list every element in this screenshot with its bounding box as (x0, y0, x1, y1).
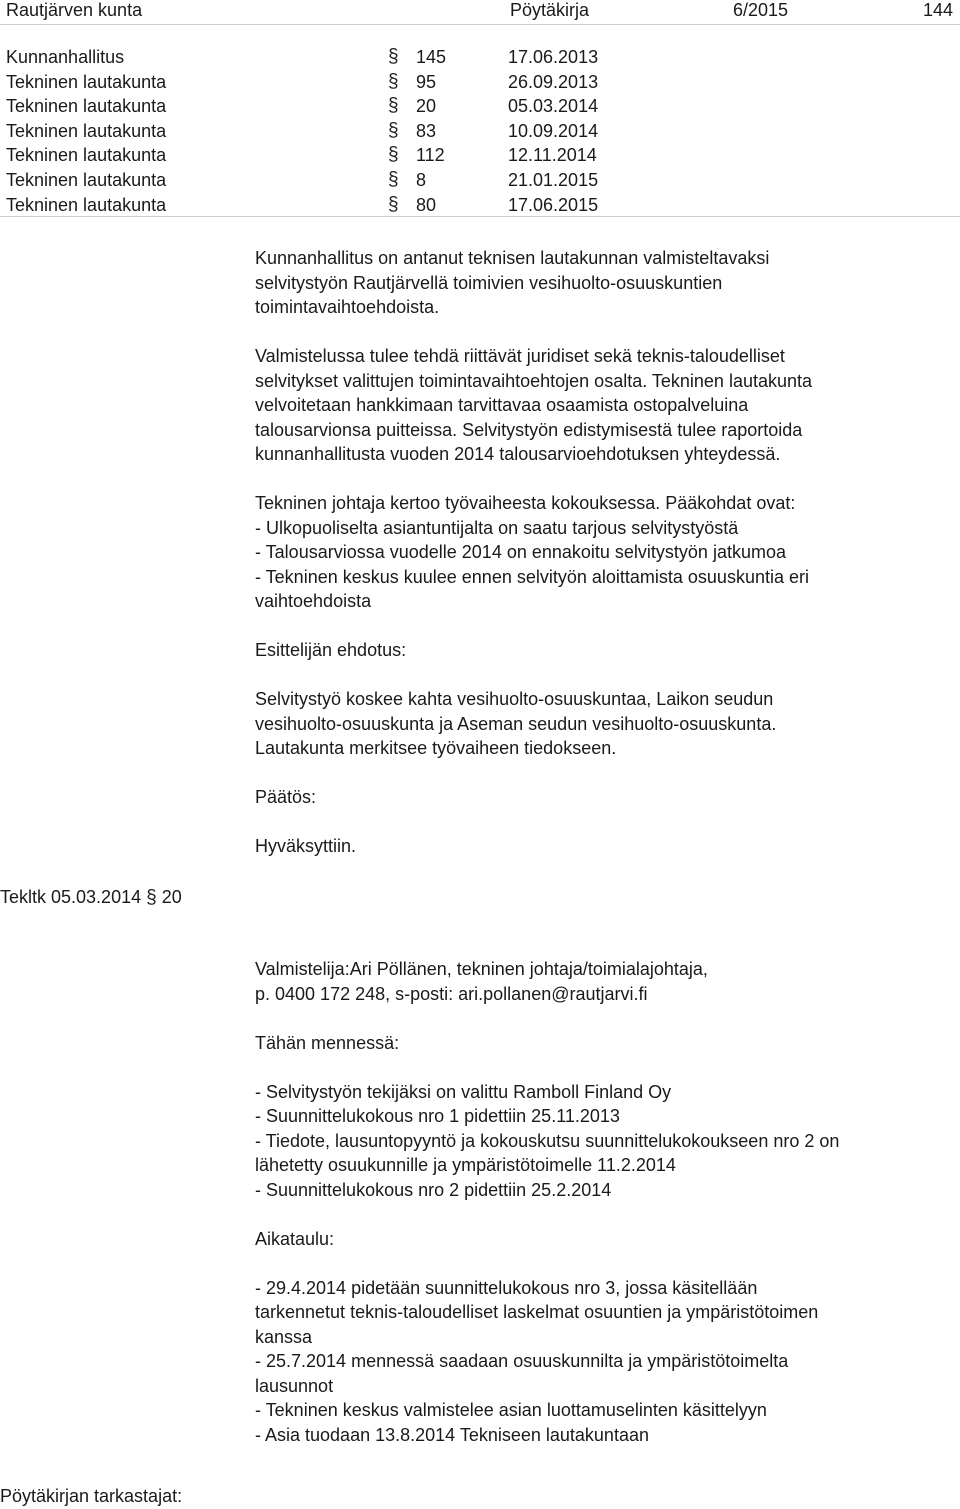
history-body: Tekninen lautakunta (6, 96, 167, 117)
text-line: - 25.7.2014 mennessä saadaan osuuskunnilta ja ympäristötoimelta (255, 1351, 789, 1371)
history-section: 83 (416, 120, 437, 141)
text-line: Selvitystyö koskee kahta vesihuolto-osuuskuntaa, Laikon seudun (255, 689, 774, 709)
history-date: 10.09.2014 (508, 120, 599, 141)
text-line: toimintavaihtoehdoista. (255, 297, 440, 317)
document-type: Pöytäkirja (510, 0, 590, 20)
schedule-list (255, 1276, 945, 1448)
reference-section: 20 (161, 887, 182, 907)
preparation-paragraph (255, 344, 945, 467)
intro-paragraph (255, 246, 945, 320)
paragraph-section-icon: § (388, 119, 399, 141)
paragraph-section-icon: § (388, 169, 399, 190)
text-line: selvitystyön Rautjärvellä toimivien vesihuolto-osuuskuntien (255, 272, 723, 293)
history-body: Tekninen lautakunta (6, 170, 167, 190)
paragraph-section-icon: § (388, 144, 399, 166)
text-line: Lautakunta merkitsee työvaiheen tiedokseen. (255, 738, 617, 758)
text-line: tarkennetut teknis-taloudelliset laskelmat osuuntien ja ympäristötoimen (255, 1302, 819, 1322)
main-body-section-1 (255, 246, 945, 859)
history-row (0, 144, 960, 169)
history-section: 95 (416, 71, 437, 92)
history-row (0, 71, 960, 96)
history-row (0, 120, 960, 145)
text-line: lähetetty osuukunnille ja ympäristötoimelle 11.2.2014 (255, 1155, 676, 1175)
history-date: 26.09.2013 (508, 71, 599, 92)
text-line: lausunnot (255, 1375, 334, 1396)
history-body: Tekninen lautakunta (6, 71, 167, 92)
history-section: 145 (416, 47, 447, 67)
paragraph-section-icon: § (388, 193, 399, 215)
text-line: velvoitetaan hankkimaan tarvittavaa osaamista ostopalveluina (255, 395, 749, 415)
text-line: - Tekninen keskus kuulee ennen selvityön aloittamista osuuskuntia eri (255, 566, 809, 587)
so-far-label: Tähän mennessä: (255, 1032, 400, 1053)
history-section: 112 (416, 145, 445, 166)
text-line: - Tiedote, lausuntopyyntö ja kokouskutsu suunnittelukokoukseen nro 2 on (255, 1130, 840, 1151)
text-line: - 29.4.2014 pidetään suunnittelukokous nro 3, jossa käsitellään (255, 1277, 758, 1298)
reference-text: Tekltk 05.03.2014 (0, 887, 142, 907)
text-line: vesihuolto-osuuskunta ja Aseman seudun vesihuolto-osuuskunta. (255, 713, 777, 734)
history-date: 17.06.2015 (508, 194, 599, 215)
text-line: Kunnanhallitus on antanut teknisen lautakunnan valmisteltavaksi (255, 248, 770, 268)
history-section: 8 (416, 170, 427, 190)
previous-handling-reference (0, 885, 182, 911)
text-line: - Ulkopuoliselta asiantuntijalta on saatu tarjous selvitystyöstä (255, 517, 739, 538)
text-line: Valmistelussa tulee tehdä riittävät juridiset sekä teknis-taloudelliset (255, 346, 785, 366)
paragraph-section-icon: § (146, 887, 157, 908)
history-date: 12.11.2014 (508, 145, 597, 166)
so-far-list (255, 1080, 945, 1203)
municipality-name: Rautjärven kunta (6, 0, 143, 20)
history-body: Tekninen lautakunta (6, 145, 167, 166)
text-line: talousarvionsa puitteissa. Selvitystyön edistymisestä tulee raportoida (255, 419, 803, 440)
history-body: Tekninen lautakunta (6, 194, 167, 215)
page-header (0, 0, 960, 25)
history-section: 80 (416, 194, 437, 215)
page-number: 144 (923, 0, 954, 20)
paragraph-section-icon: § (388, 70, 399, 92)
history-date: 05.03.2014 (508, 96, 599, 117)
text-line: selvitykset valittujen toimintavaihtoehtojen osalta. Tekninen lautakunta (255, 370, 813, 391)
preparer-paragraph (255, 957, 945, 1006)
history-row (0, 95, 960, 120)
history-body: Kunnanhallitus (6, 47, 125, 67)
text-line: - Tekninen keskus valmistelee asian luottamuselinten käsittelyyn (255, 1400, 767, 1420)
history-row (0, 169, 960, 194)
paragraph-section-icon: § (388, 95, 399, 117)
history-row (0, 46, 960, 71)
text-line: Tekninen johtaja kertoo työvaiheesta kokouksessa. Pääkohdat ovat: (255, 493, 796, 513)
main-body-section-2 (255, 957, 945, 1447)
schedule-label: Aikataulu: (255, 1228, 335, 1249)
history-body: Tekninen lautakunta (6, 120, 167, 141)
text-line: kanssa (255, 1326, 313, 1347)
history-date: 21.01.2015 (508, 170, 599, 190)
text-line: - Asia tuodaan 13.8.2014 Tekniseen lautakuntaan (255, 1424, 649, 1445)
history-row (0, 194, 960, 219)
proposal-label: Esittelijän ehdotus: (255, 640, 407, 660)
text-line: p. 0400 172 248, s-posti: ari.pollanen@rautjarvi.fi (255, 983, 648, 1004)
issue-number: 6/2015 (733, 0, 789, 20)
text-line: - Selvitystyön tekijäksi on valittu Ramboll Finland Oy (255, 1081, 672, 1102)
text-line: Valmistelija:Ari Pöllänen, tekninen johtaja/toimialajohtaja, (255, 959, 708, 979)
text-line: - Suunnittelukokous nro 2 pidettiin 25.2.2014 (255, 1179, 612, 1200)
proposal-paragraph (255, 687, 945, 761)
history-date: 17.06.2013 (508, 47, 599, 67)
paragraph-section-icon: § (388, 46, 399, 67)
history-section: 20 (416, 96, 437, 117)
decision-text: Hyväksyttiin. (255, 836, 357, 856)
text-line: - Talousarviossa vuodelle 2014 on ennakoitu selvitystyön jatkumoa (255, 542, 786, 562)
minutes-checkers-footer (0, 1484, 182, 1508)
handling-history (0, 44, 960, 217)
text-line: - Suunnittelukokous nro 1 pidettiin 25.11.2013 (255, 1106, 620, 1126)
minutes-checkers-label: Pöytäkirjan tarkastajat: (0, 1486, 183, 1506)
text-line: kunnanhallitusta vuoden 2014 talousarvioehdotuksen yhteydessä. (255, 444, 781, 464)
status-paragraph (255, 491, 945, 614)
text-line: vaihtoehdoista (255, 591, 372, 611)
decision-label: Päätös: (255, 787, 317, 807)
